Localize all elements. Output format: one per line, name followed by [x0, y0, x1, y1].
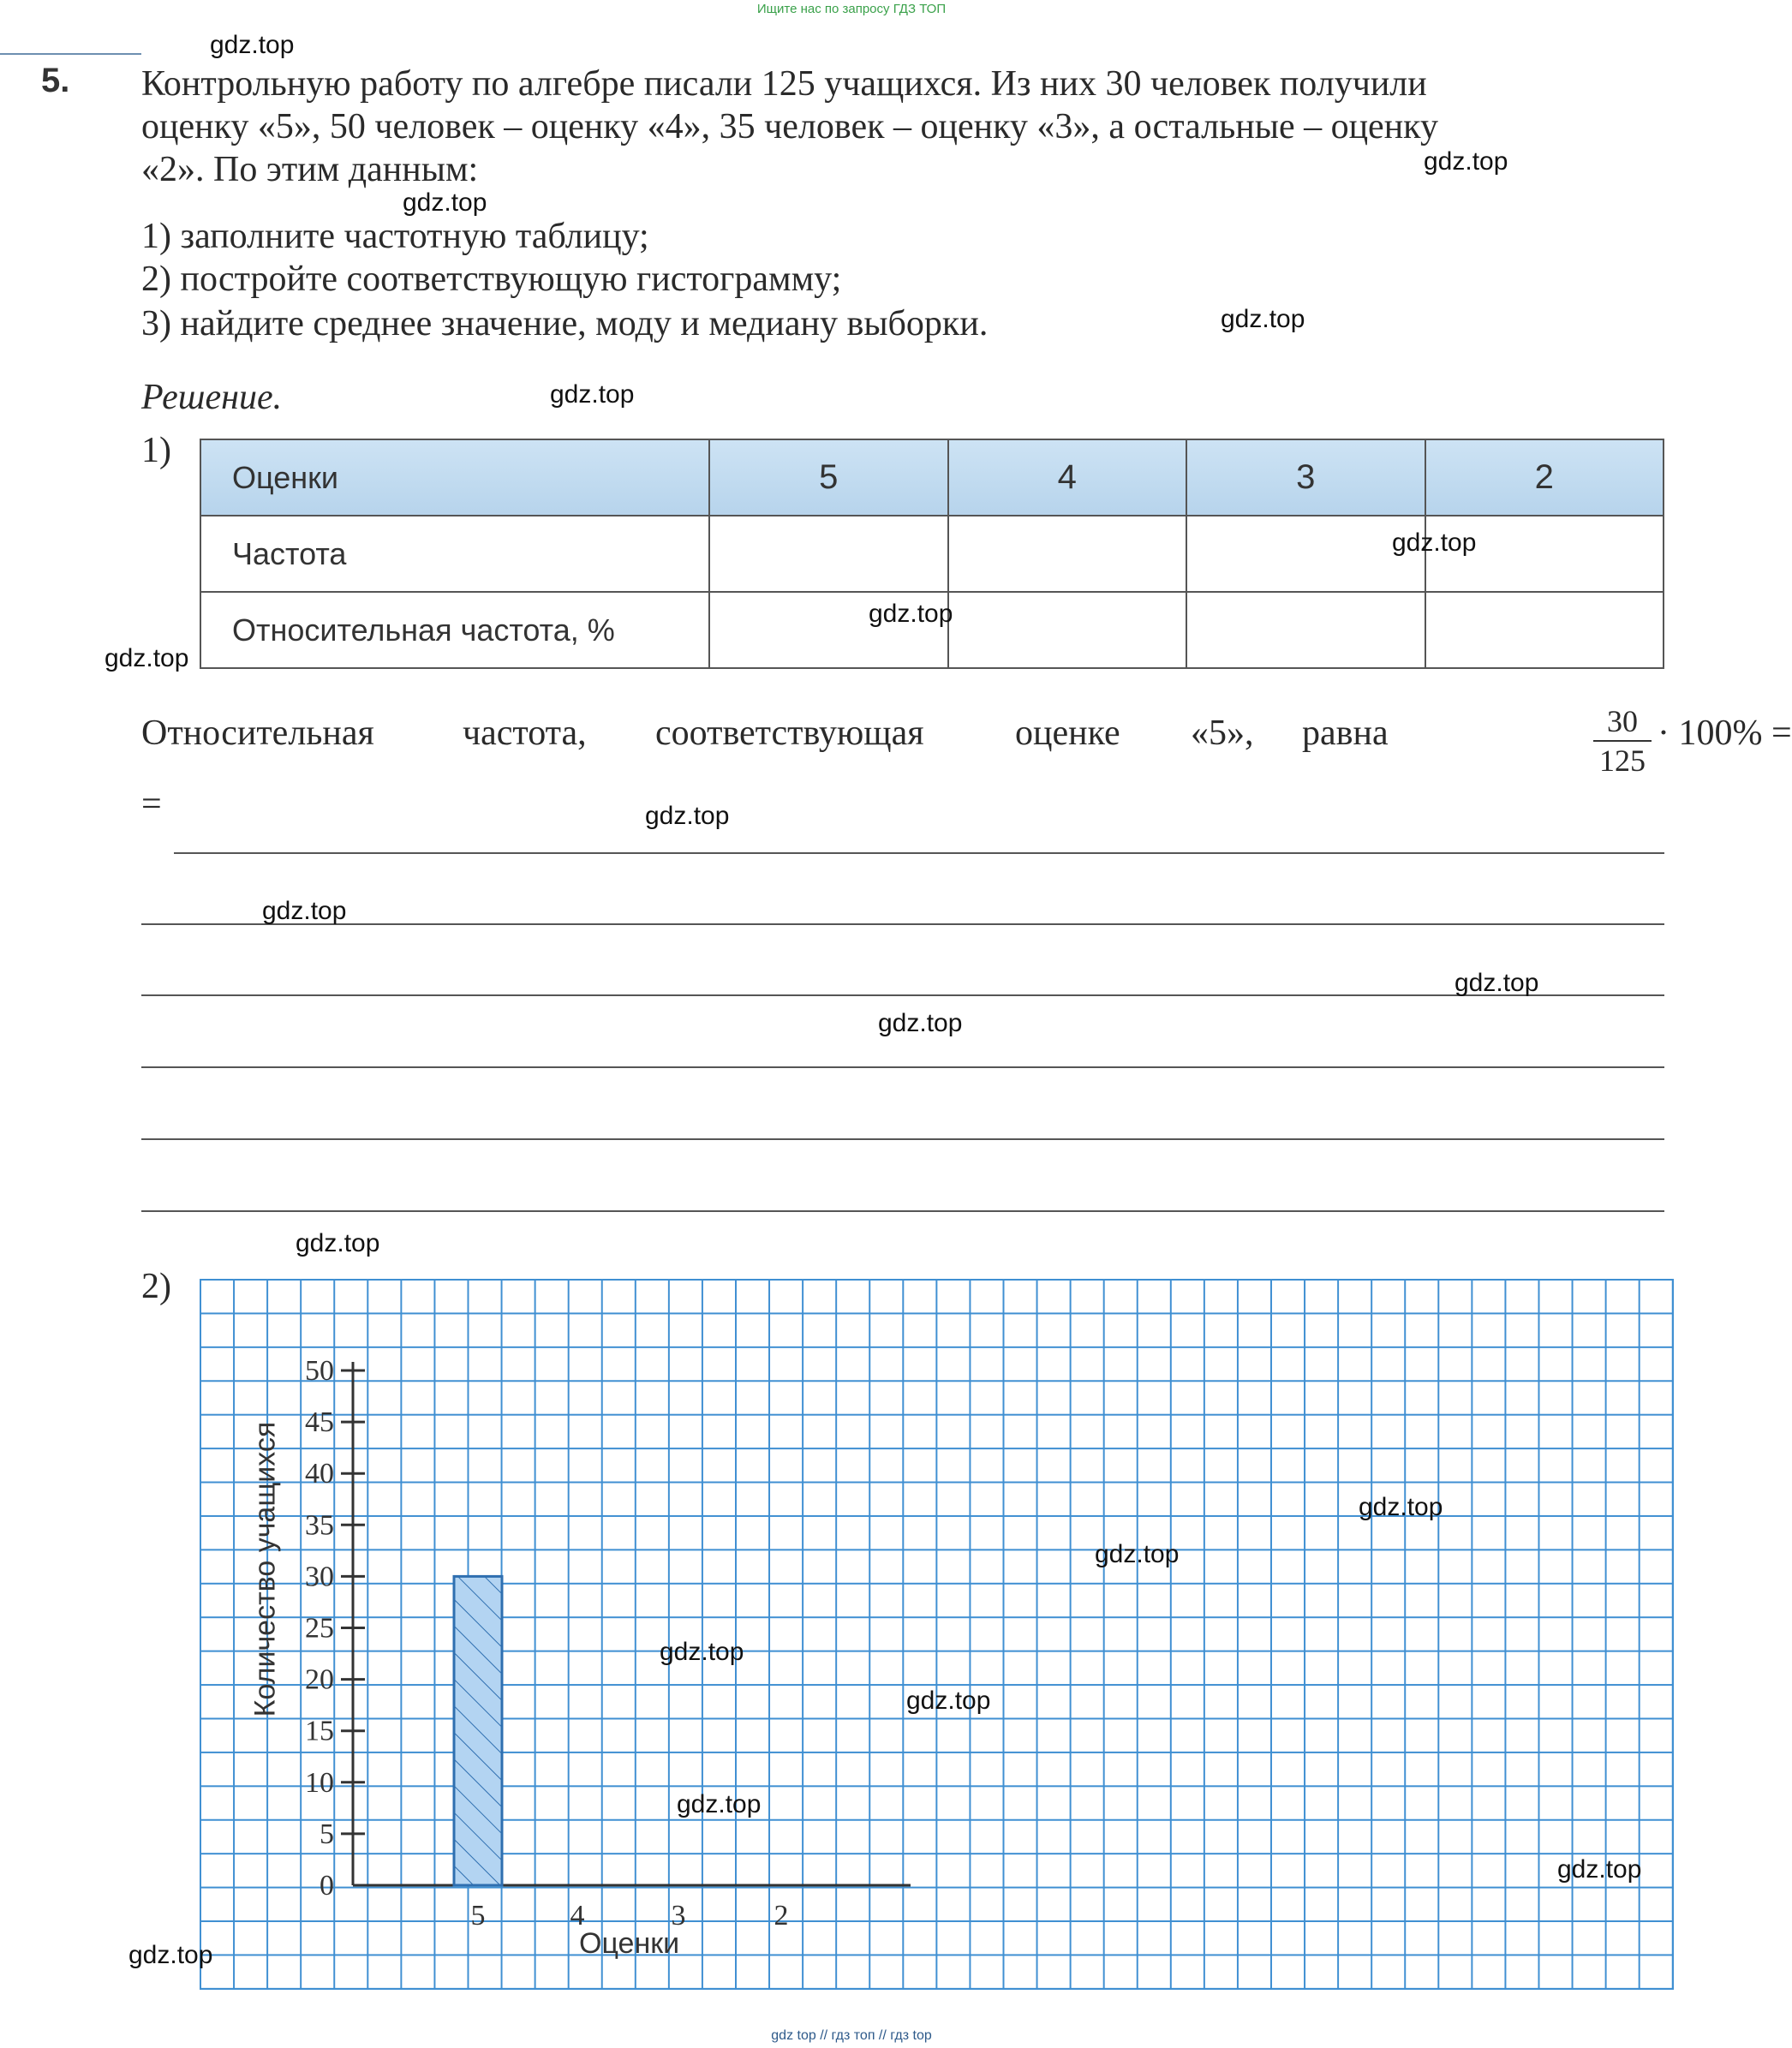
watermark: gdz.top: [878, 1009, 963, 1037]
x-tick-label: 2: [774, 1900, 789, 1932]
watermark: gdz.top: [105, 644, 189, 672]
task-item-3: 3) найдите среднее значение, моду и медиану выборки.: [141, 304, 989, 343]
task-text-line-1: Контрольную работу по алгебре писали 125 учащихся. Из них 30 человек получили: [141, 64, 1427, 104]
watermark: gdz.top: [128, 1941, 213, 1969]
sentence-word: частота,: [463, 714, 587, 753]
watermark: gdz.top: [1424, 147, 1508, 176]
y-tick-label: 5: [320, 1818, 334, 1850]
watermark: gdz.top: [1359, 1493, 1443, 1521]
sentence-word: Относительная: [141, 714, 374, 753]
y-tick-label: 20: [305, 1663, 334, 1696]
y-tick-label: 45: [305, 1406, 334, 1439]
part1-label: 1): [141, 431, 171, 470]
fraction-denominator: 125: [1599, 743, 1646, 778]
watermark: gdz.top: [906, 1687, 991, 1715]
grade-cell: 3: [1186, 439, 1425, 516]
watermark: gdz.top: [403, 188, 487, 217]
row-label-grades: Оценки: [200, 439, 709, 516]
sentence-word: оценке: [1015, 714, 1120, 753]
x-axis-label: Оценки: [579, 1927, 680, 1960]
watermark: gdz.top: [677, 1790, 762, 1818]
task-item-1: 1) заполните частотную таблицу;: [141, 217, 649, 256]
watermark: gdz.top: [1455, 969, 1539, 997]
top-banner: Ищите нас по запросу ГДЗ ТОП: [756, 2, 947, 16]
solution-title: Решение.: [141, 378, 283, 417]
x-tick-label: 5: [470, 1900, 486, 1932]
row-label-frequency: Частота: [200, 516, 709, 592]
y-tick-label: 10: [305, 1766, 334, 1799]
histogram-bar: [454, 1576, 502, 1885]
equals-continuation: =: [141, 785, 162, 824]
watermark: gdz.top: [1221, 305, 1305, 333]
watermark: gdz.top: [1557, 1855, 1642, 1884]
y-tick-label: 25: [305, 1612, 334, 1645]
grade-cell: 5: [709, 439, 948, 516]
y-axis-label: Количество учащихся: [248, 1421, 282, 1717]
x-tick-label: 4: [570, 1900, 585, 1932]
watermark: gdz.top: [550, 380, 635, 409]
grade-cell: 4: [948, 439, 1187, 516]
y-tick-label: 0: [320, 1870, 334, 1902]
watermark: gdz.top: [869, 600, 953, 628]
watermark: gdz.top: [1095, 1540, 1180, 1568]
sentence-word: соответствующая: [655, 714, 924, 753]
task-text-line-3: «2». По этим данным:: [141, 150, 479, 189]
watermark: gdz.top: [262, 897, 347, 925]
task-item-2: 2) постройте соответствующую гистограмму;: [141, 260, 842, 299]
task-text-line-2: оценку «5», 50 человек – оценку «4», 35 человек – оценку «3», а остальные – оценку: [141, 107, 1438, 146]
y-tick-label: 15: [305, 1715, 334, 1747]
percent-expression: · 100% =: [1658, 714, 1792, 753]
watermark: gdz.top: [296, 1229, 380, 1257]
row-label-relative-frequency: Относительная частота, %: [200, 592, 709, 668]
grade-cell: 2: [1425, 439, 1664, 516]
task-number: 5.: [41, 62, 70, 99]
y-tick-label: 40: [305, 1458, 334, 1490]
bottom-banner: gdz top // гдз топ // гдз top: [771, 2028, 932, 2043]
watermark: gdz.top: [645, 802, 730, 830]
sentence-word: равна: [1302, 714, 1389, 753]
y-tick-label: 30: [305, 1561, 334, 1593]
y-tick-label: 50: [305, 1355, 334, 1387]
y-tick-label: 35: [305, 1509, 334, 1542]
watermark: gdz.top: [660, 1638, 744, 1666]
x-tick-label: 3: [671, 1900, 686, 1932]
sentence-word: «5»,: [1191, 714, 1254, 753]
part2-label: 2): [141, 1267, 171, 1306]
fraction-numerator: 30: [1607, 704, 1638, 738]
watermark: gdz.top: [1392, 528, 1477, 557]
watermark: gdz.top: [210, 31, 295, 59]
